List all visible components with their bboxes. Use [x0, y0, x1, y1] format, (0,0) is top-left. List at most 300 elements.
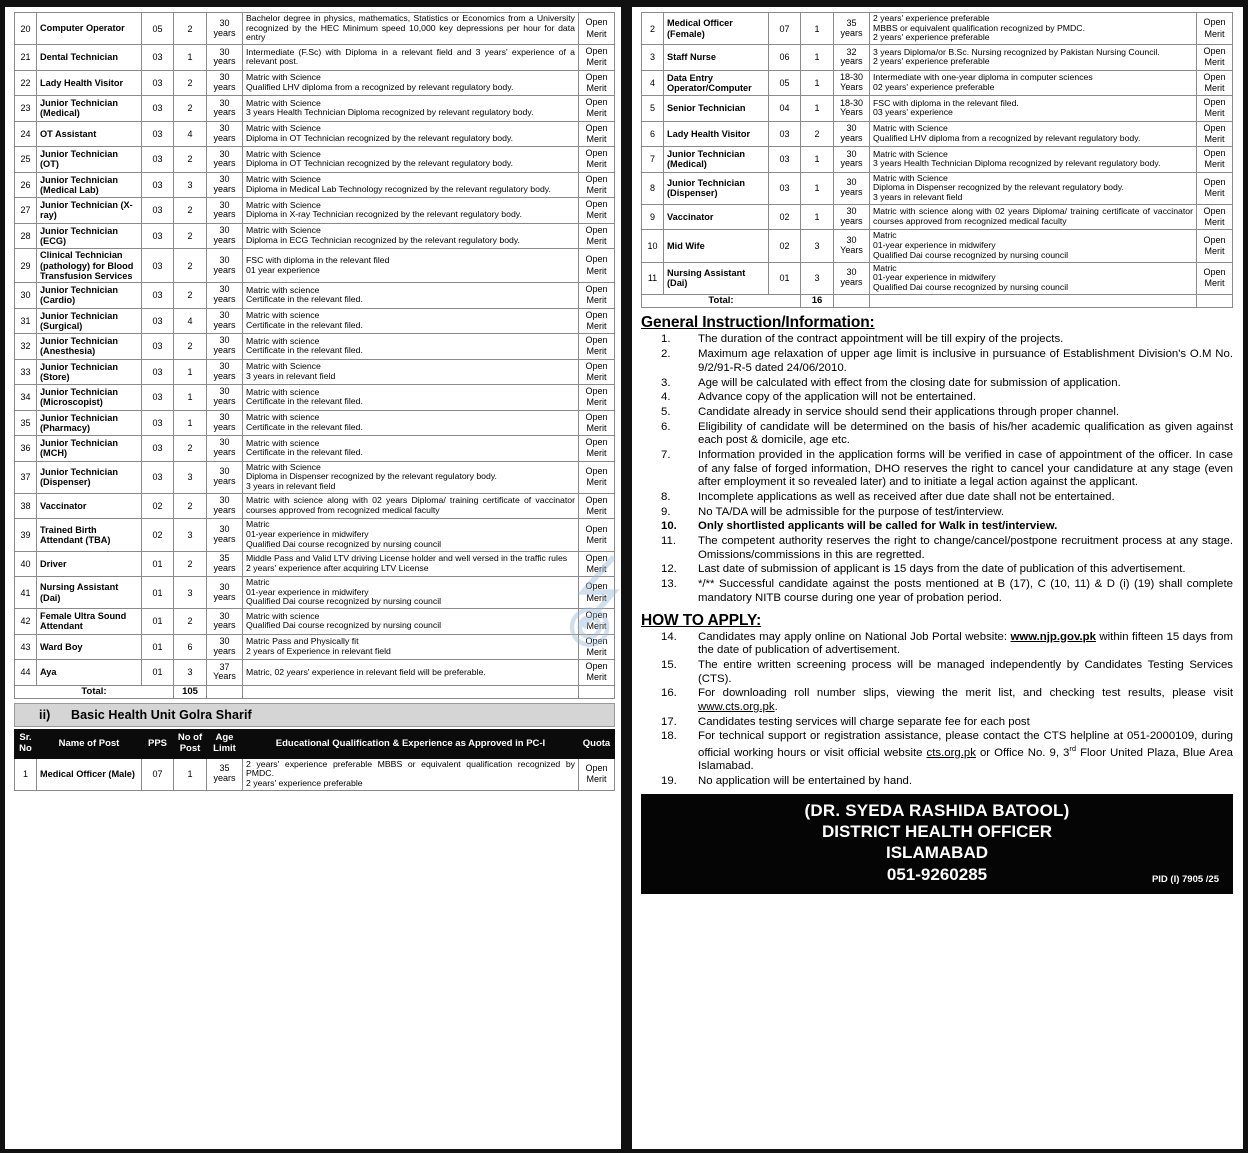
cell-sr-no: 41 — [15, 577, 37, 609]
cell-no-of-post: 2 — [801, 121, 834, 147]
instruction-number: 13. — [661, 578, 677, 591]
ordinal-suffix: rd — [1069, 744, 1077, 753]
instruction-item — [641, 333, 1233, 347]
instruction-text: Last date of submission of applicant is 15 days from the date of publication of this advertisement. — [698, 563, 1186, 576]
cell-sr-no: 24 — [15, 121, 37, 147]
cell-post-name: Lady Health Visitor — [37, 70, 142, 96]
cell-qualification: Matric with Science 3 years in relevant field — [243, 359, 579, 385]
cell-age-limit: 30 years — [207, 13, 243, 45]
cell-pps: 01 — [142, 634, 174, 660]
cell-pps: 02 — [769, 204, 801, 230]
table-row — [15, 385, 615, 411]
instruction-text: Maximum age relaxation of upper age limit is inclusive in pursuance of Establishment Division's O.M No. 9/2/91-R-5 dated 24/06/2010. — [698, 348, 1233, 374]
cell-pps: 01 — [142, 551, 174, 577]
instruction-item — [641, 506, 1233, 520]
total-filler-qual — [870, 294, 1197, 308]
cell-age-limit: 30 years — [834, 147, 870, 173]
table-row — [15, 436, 615, 462]
instruction-number: 15. — [661, 658, 677, 671]
total-filler-quota — [579, 685, 615, 699]
cell-no-of-post: 1 — [801, 204, 834, 230]
cell-post-name: Junior Technician (Anesthesia) — [37, 334, 142, 360]
instruction-text: */** Successful candidate against the posts mentioned at B (17), C (10, 11) & D (i) (19) shall complete mandatory NITB course during one year of probation period. — [698, 578, 1233, 604]
cell-pps: 01 — [142, 660, 174, 686]
cell-qualification: Matric with science Certificate in the relevant filed. — [243, 436, 579, 462]
cell-qualification: Matric with Science 3 years Health Technician Diploma recognized by relevant regulatory body. — [243, 96, 579, 122]
external-link[interactable]: cts.org.pk — [926, 746, 976, 759]
instruction-item — [641, 631, 1233, 658]
cell-age-limit: 30 years — [207, 359, 243, 385]
cell-age-limit: 30 years — [207, 283, 243, 309]
cell-quota: Open Merit — [579, 96, 615, 122]
cell-quota: Open Merit — [579, 283, 615, 309]
cell-sr-no: 11 — [642, 262, 664, 294]
external-link[interactable]: www.njp.gov.pk — [1010, 630, 1096, 643]
cell-qualification: FSC with diploma in the relevant filed 01 year experience — [243, 249, 579, 283]
cell-sr-no: 30 — [15, 283, 37, 309]
cell-qualification: 2 years' experience preferable MBBS or equivalent qualification recognized by PMDC. 2 years' experience preferable — [870, 13, 1197, 45]
instruction-text: Candidates may apply online on National Job Portal website: www.njp.gov.pk within fifteen 15 days from the date of publication of advertisement. — [698, 630, 1233, 657]
cell-quota: Open Merit — [579, 70, 615, 96]
cell-sr-no: 26 — [15, 172, 37, 198]
cell-post-name: Lady Health Visitor — [664, 121, 769, 147]
instruction-number: 16. — [661, 687, 677, 700]
cell-post-name: Clinical Technician (pathology) for Blood Transfusion Services — [37, 249, 142, 283]
cell-qualification: Matric with Science Qualified LHV diploma from a recognized by relevant regulatory body. — [870, 121, 1197, 147]
cell-pps: 04 — [769, 96, 801, 122]
cell-quota: Open Merit — [579, 359, 615, 385]
table-row — [15, 13, 615, 45]
instruction-text: Candidates testing services will charge separate fee for each post — [698, 715, 1030, 728]
instruction-item — [641, 391, 1233, 405]
cell-pps: 02 — [142, 493, 174, 519]
instruction-number: 12. — [661, 563, 677, 576]
cell-sr-no: 31 — [15, 308, 37, 334]
cell-no-of-post: 2 — [174, 13, 207, 45]
cell-no-of-post: 1 — [174, 385, 207, 411]
total-filler-age — [834, 294, 870, 308]
cell-post-name: Computer Operator — [37, 13, 142, 45]
cell-post-name: OT Assistant — [37, 121, 142, 147]
cell-age-limit: 35 years — [834, 13, 870, 45]
cell-no-of-post: 2 — [174, 223, 207, 249]
officer-designation: DISTRICT HEALTH OFFICER — [821, 821, 1053, 841]
instruction-text: For technical support or registration assistance, please contact the CTS helpline at 051-2000109, during official working hours or visit official website cts.org.pk or Office No. 9, 3rd Floor United Plaza, Blue Area Islamabad. — [698, 730, 1233, 773]
cell-age-limit: 30 years — [207, 308, 243, 334]
cell-pps: 03 — [142, 223, 174, 249]
instruction-text: Only shortlisted applicants will be called for Walk in test/interview. — [698, 520, 1058, 533]
cell-age-limit: 30 years — [207, 385, 243, 411]
cell-sr-no: 7 — [642, 147, 664, 173]
instruction-text: For downloading roll number slips, viewing the merit list, and checking test results, please visit www.cts.org.pk. — [698, 687, 1233, 713]
table-row — [15, 223, 615, 249]
bhu-table-header — [15, 730, 615, 758]
instruction-item — [641, 578, 1233, 605]
cell-sr-no: 43 — [15, 634, 37, 660]
instruction-item — [641, 716, 1233, 730]
cell-age-limit: 37 Years — [207, 660, 243, 686]
cell-age-limit: 30 years — [207, 121, 243, 147]
cell-pps: 03 — [142, 461, 174, 493]
total-filler-qual — [243, 685, 579, 699]
table-row — [642, 70, 1233, 96]
cell-no-of-post: 2 — [174, 70, 207, 96]
cell-age-limit: 30 years — [207, 634, 243, 660]
cell-post-name: Staff Nurse — [664, 45, 769, 71]
cell-age-limit: 30 years — [207, 223, 243, 249]
table-row — [642, 204, 1233, 230]
instruction-number: 7. — [661, 448, 671, 461]
officer-name: (DR. SYEDA RASHIDA BATOOL) — [804, 800, 1070, 820]
cell-sr-no: 1 — [15, 758, 37, 790]
cell-sr-no: 4 — [642, 70, 664, 96]
cell-pps: 03 — [769, 121, 801, 147]
cell-qualification: Matric with science Certificate in the relevant filed. — [243, 283, 579, 309]
cell-quota: Open Merit — [579, 519, 615, 551]
cell-quota: Open Merit — [1197, 172, 1233, 204]
cell-qualification: 2 years' experience preferable MBBS or equivalent qualification recognized by PMDC. 2 years' experience preferable — [243, 758, 579, 790]
cell-quota: Open Merit — [1197, 96, 1233, 122]
cell-qualification: Matric with Science Diploma in ECG Technician recognized by the relevant regulatory body. — [243, 223, 579, 249]
cell-quota: Open Merit — [579, 634, 615, 660]
cell-pps: 07 — [769, 13, 801, 45]
cell-post-name: Junior Technician (Medical Lab) — [37, 172, 142, 198]
cell-qualification: Matric with Science Diploma in X-ray Technician recognized by the relevant regulatory body. — [243, 198, 579, 224]
instruction-item — [641, 491, 1233, 505]
cell-age-limit: 30 years — [207, 436, 243, 462]
table-row — [15, 121, 615, 147]
cell-post-name: Junior Technician (Surgical) — [37, 308, 142, 334]
cell-pps: 03 — [142, 198, 174, 224]
table-row — [15, 551, 615, 577]
cell-post-name: Medical Officer (Female) — [664, 13, 769, 45]
cell-no-of-post: 3 — [174, 172, 207, 198]
cell-pps: 07 — [142, 758, 174, 790]
cell-post-name: Data Entry Operator/Computer — [664, 70, 769, 96]
cell-age-limit: 30 years — [207, 147, 243, 173]
cell-post-name: Dental Technician — [37, 45, 142, 71]
cell-pps: 05 — [769, 70, 801, 96]
cell-post-name: Junior Technician (Medical) — [664, 147, 769, 173]
cell-sr-no: 37 — [15, 461, 37, 493]
table-row — [642, 45, 1233, 71]
cell-qualification: Matric 01-year experience in midwifery Qualified Dai course recognized by nursing council — [870, 262, 1197, 294]
cell-sr-no: 10 — [642, 230, 664, 262]
cell-qualification: Matric with science Qualified Dai course recognized by nursing council — [243, 609, 579, 635]
instruction-item — [641, 406, 1233, 420]
cell-age-limit: 30 years — [207, 461, 243, 493]
cell-pps: 03 — [142, 96, 174, 122]
instruction-number: 6. — [661, 420, 671, 433]
signature-block — [641, 794, 1233, 894]
instruction-text: Age will be calculated with effect from the closing date for submission of application. — [698, 376, 1121, 389]
column-divider — [621, 0, 632, 1153]
cell-qualification: Bachelor degree in physics, mathematics, Statistics or Economics from a University recognized by the HEC Minimum speed 10,000 key depressions per hour for data entry — [243, 13, 579, 45]
cell-qualification: Matric with Science Diploma in Dispenser recognized by the relevant regulatory body. 3 years in relevant field — [870, 172, 1197, 204]
cell-pps: 01 — [769, 262, 801, 294]
table-row — [15, 283, 615, 309]
cell-qualification: Matric with science Certificate in the relevant filed. — [243, 334, 579, 360]
cell-qualification: Matric with Science Diploma in Medical Lab Technology recognized by the relevant regulatory body. — [243, 172, 579, 198]
cell-age-limit: 18-30 Years — [834, 70, 870, 96]
left-column — [5, 7, 621, 1149]
cell-quota: Open Merit — [579, 577, 615, 609]
cell-qualification: FSC with diploma in the relevant filed. 03 years' experience — [870, 96, 1197, 122]
instruction-text: Eligibility of candidate will be determined on the basis of his/her academic qualification as given against each post & domicile, age etc. — [698, 420, 1233, 447]
cell-no-of-post: 3 — [801, 262, 834, 294]
cell-qualification: Matric with Science Diploma in Dispenser recognized by the relevant regulatory body. 3 years in relevant field — [243, 461, 579, 493]
pid-number: PID (I) 7905 /25 — [1151, 873, 1219, 885]
cell-age-limit: 30 years — [207, 96, 243, 122]
cell-no-of-post: 3 — [174, 660, 207, 686]
cell-sr-no: 39 — [15, 519, 37, 551]
cell-age-limit: 30 years — [207, 609, 243, 635]
instruction-text: The entire written screening process will be managed independently by Candidates Testing Services (CTS). — [698, 658, 1233, 685]
table-row — [15, 634, 615, 660]
cell-quota: Open Merit — [1197, 230, 1233, 262]
instruction-number: 18. — [661, 730, 677, 743]
instruction-number: 8. — [661, 491, 671, 503]
cell-sr-no: 29 — [15, 249, 37, 283]
cell-quota: Open Merit — [579, 551, 615, 577]
general-instructions-list — [641, 333, 1233, 605]
cell-no-of-post: 2 — [174, 493, 207, 519]
cell-qualification: Matric with science Certificate in the relevant filed. — [243, 385, 579, 411]
cell-sr-no: 9 — [642, 204, 664, 230]
cell-sr-no: 38 — [15, 493, 37, 519]
cell-pps: 03 — [142, 283, 174, 309]
table-row — [15, 198, 615, 224]
cell-sr-no: 27 — [15, 198, 37, 224]
cell-age-limit: 30 years — [207, 172, 243, 198]
instruction-text: Advance copy of the application will not be entertained. — [698, 391, 976, 404]
cell-no-of-post: 1 — [801, 172, 834, 204]
cell-no-of-post: 3 — [174, 461, 207, 493]
cell-post-name: Junior Technician (Dispenser) — [664, 172, 769, 204]
cell-no-of-post: 2 — [174, 334, 207, 360]
instruction-text: No application will be entertained by hand. — [698, 775, 913, 788]
cell-age-limit: 35 years — [207, 551, 243, 577]
instruction-item — [641, 449, 1233, 490]
cell-sr-no: 21 — [15, 45, 37, 71]
total-value: 105 — [174, 685, 207, 699]
cell-quota: Open Merit — [579, 385, 615, 411]
cell-age-limit: 30 years — [207, 410, 243, 436]
cell-pps: 03 — [142, 121, 174, 147]
instruction-text: The competent authority reserves the right to change/cancel/postpone recruitment process at any stage. Omissions/commissions in this are regretted. — [698, 535, 1233, 561]
instruction-number: 14. — [661, 630, 677, 643]
cell-age-limit: 30 years — [207, 249, 243, 283]
cell-post-name: Junior Technician (Store) — [37, 359, 142, 385]
cell-post-name: Ward Boy — [37, 634, 142, 660]
cell-sr-no: 23 — [15, 96, 37, 122]
instruction-number: 3. — [661, 376, 671, 389]
cell-age-limit: 30 years — [207, 519, 243, 551]
table-row — [15, 660, 615, 686]
cell-age-limit: 30 years — [207, 198, 243, 224]
table-row — [15, 519, 615, 551]
instruction-number: 10. — [661, 520, 677, 533]
total-filler-quota — [1197, 294, 1233, 308]
cell-qualification: Matric with science Certificate in the relevant filed. — [243, 410, 579, 436]
column-header: Educational Qualification & Experience as Approved in PC-I — [243, 730, 579, 758]
total-filler-age — [207, 685, 243, 699]
instruction-text: Information provided in the application forms will be verified in case of appointment of the officer. In case of any false of forged information, DHO reserves the right to cancel your candidature at any stage (even after employment it so revealed later) and to initiate a legal action against the applicant. — [698, 448, 1233, 489]
cell-quota: Open Merit — [1197, 121, 1233, 147]
cell-age-limit: 30 years — [207, 70, 243, 96]
instruction-item — [641, 520, 1233, 534]
cell-no-of-post: 3 — [174, 577, 207, 609]
cell-quota: Open Merit — [579, 758, 615, 790]
cell-quota: Open Merit — [579, 334, 615, 360]
table-row — [15, 410, 615, 436]
cell-post-name: Vaccinator — [664, 204, 769, 230]
cell-sr-no: 36 — [15, 436, 37, 462]
cell-pps: 03 — [142, 359, 174, 385]
section-title: Basic Health Unit Golra Sharif — [71, 708, 252, 723]
cell-qualification: Matric 01-year experience in midwifery Qualified Dai course recognized by nursing council — [243, 519, 579, 551]
instruction-item — [641, 535, 1233, 562]
cell-post-name: Junior Technician (ECG) — [37, 223, 142, 249]
cell-pps: 02 — [769, 230, 801, 262]
cell-pps: 03 — [142, 334, 174, 360]
cell-post-name: Nursing Assistant (Dai) — [37, 577, 142, 609]
cell-qualification: Intermediate (F.Sc) with Diploma in a relevant field and 3 years' experience of a relevant post. — [243, 45, 579, 71]
right-column — [632, 7, 1243, 1149]
cell-no-of-post: 2 — [174, 249, 207, 283]
instruction-item — [641, 377, 1233, 391]
section-banner-bhu — [14, 703, 615, 727]
instruction-number: 11. — [661, 535, 676, 548]
column-header: Quota — [579, 730, 615, 758]
instruction-item — [641, 348, 1233, 375]
section-roman: ii) — [39, 708, 51, 723]
cell-quota: Open Merit — [1197, 204, 1233, 230]
cell-no-of-post: 2 — [174, 96, 207, 122]
cell-pps: 03 — [142, 147, 174, 173]
instruction-number: 4. — [661, 391, 671, 404]
cell-quota: Open Merit — [579, 147, 615, 173]
cell-qualification: Matric Pass and Physically fit 2 years of Experience in relevant field — [243, 634, 579, 660]
column-header: Sr. No — [15, 730, 37, 758]
cell-qualification: Matric 01-year experience in midwifery Qualified Dai course recognized by nursing council — [243, 577, 579, 609]
cell-no-of-post: 1 — [801, 96, 834, 122]
column-header: No of Post — [174, 730, 207, 758]
cell-sr-no: 44 — [15, 660, 37, 686]
cell-age-limit: 30 years — [207, 45, 243, 71]
instruction-item — [641, 687, 1233, 714]
cell-quota: Open Merit — [579, 13, 615, 45]
cell-qualification: Matric with science along with 02 years Diploma/ training certificate of vaccinator courses approved from recognized medical faculty — [870, 204, 1197, 230]
cell-post-name: Nursing Assistant (Dai) — [664, 262, 769, 294]
instruction-number: 19. — [661, 775, 677, 788]
cell-sr-no: 42 — [15, 609, 37, 635]
cell-quota: Open Merit — [579, 172, 615, 198]
cell-pps: 03 — [769, 172, 801, 204]
cell-no-of-post: 1 — [174, 410, 207, 436]
cell-no-of-post: 2 — [174, 147, 207, 173]
cell-no-of-post: 2 — [174, 609, 207, 635]
cell-quota: Open Merit — [579, 45, 615, 71]
cell-no-of-post: 2 — [174, 283, 207, 309]
table-row — [15, 461, 615, 493]
posts-table-bhu — [14, 729, 615, 790]
column-header: Age Limit — [207, 730, 243, 758]
instruction-number: 9. — [661, 505, 671, 518]
cell-pps: 06 — [769, 45, 801, 71]
cell-quota: Open Merit — [579, 198, 615, 224]
cell-post-name: Trained Birth Attendant (TBA) — [37, 519, 142, 551]
cell-age-limit: 30 years — [207, 577, 243, 609]
cell-sr-no: 34 — [15, 385, 37, 411]
cell-qualification: Intermediate with one-year diploma in computer sciences 02 years' experience preferable — [870, 70, 1197, 96]
cell-age-limit: 30 years — [834, 121, 870, 147]
cell-qualification: Matric with science Certificate in the relevant filed. — [243, 308, 579, 334]
general-instructions-heading: General Instruction/Information: — [641, 314, 875, 332]
cell-quota: Open Merit — [579, 493, 615, 519]
table-row — [642, 172, 1233, 204]
cell-qualification: Matric, 02 years' experience in relevant field will be preferable. — [243, 660, 579, 686]
cell-age-limit: 30 years — [834, 172, 870, 204]
cell-qualification: 3 years Diploma/or B.Sc. Nursing recognized by Pakistan Nursing Council. 2 years' experience preferable — [870, 45, 1197, 71]
cell-no-of-post: 2 — [174, 198, 207, 224]
instruction-text: Candidate already in service should send their applications through proper channel. — [698, 405, 1120, 418]
cell-sr-no: 20 — [15, 13, 37, 45]
cell-sr-no: 22 — [15, 70, 37, 96]
total-label: Total: — [642, 294, 801, 308]
table-total-row — [15, 685, 615, 699]
table-row — [15, 609, 615, 635]
cell-no-of-post: 1 — [174, 758, 207, 790]
cell-sr-no: 40 — [15, 551, 37, 577]
cell-no-of-post: 6 — [174, 634, 207, 660]
cell-post-name: Junior Technician (Dispenser) — [37, 461, 142, 493]
table-row — [642, 147, 1233, 173]
total-label: Total: — [15, 685, 174, 699]
column-header: PPS — [142, 730, 174, 758]
cell-sr-no: 3 — [642, 45, 664, 71]
cell-post-name: Female Ultra Sound Attendant — [37, 609, 142, 635]
cell-post-name: Junior Technician (Medical) — [37, 96, 142, 122]
cell-pps: 03 — [142, 385, 174, 411]
cell-post-name: Medical Officer (Male) — [37, 758, 142, 790]
instruction-item — [641, 775, 1233, 789]
external-link[interactable]: www.cts.org.pk — [698, 700, 775, 713]
instruction-number: 1. — [661, 333, 671, 346]
instruction-item — [641, 421, 1233, 448]
instruction-text: Incomplete applications as well as received after due date shall not be entertained. — [698, 491, 1115, 503]
cell-no-of-post: 1 — [801, 13, 834, 45]
instruction-number: 17. — [661, 715, 677, 728]
table-row — [642, 262, 1233, 294]
cell-pps: 03 — [142, 436, 174, 462]
instruction-number: 2. — [661, 348, 671, 361]
cell-quota: Open Merit — [579, 660, 615, 686]
cell-pps: 03 — [142, 410, 174, 436]
table-total-row — [642, 294, 1233, 308]
posts-table-left — [14, 12, 615, 699]
cell-quota: Open Merit — [579, 461, 615, 493]
cell-no-of-post: 4 — [174, 121, 207, 147]
cell-post-name: Junior Technician (MCH) — [37, 436, 142, 462]
cell-pps: 05 — [142, 13, 174, 45]
cell-post-name: Junior Technician (OT) — [37, 147, 142, 173]
cell-pps: 02 — [142, 519, 174, 551]
cell-pps: 03 — [142, 308, 174, 334]
cell-post-name: Vaccinator — [37, 493, 142, 519]
cell-quota: Open Merit — [1197, 45, 1233, 71]
cell-quota: Open Merit — [1197, 147, 1233, 173]
